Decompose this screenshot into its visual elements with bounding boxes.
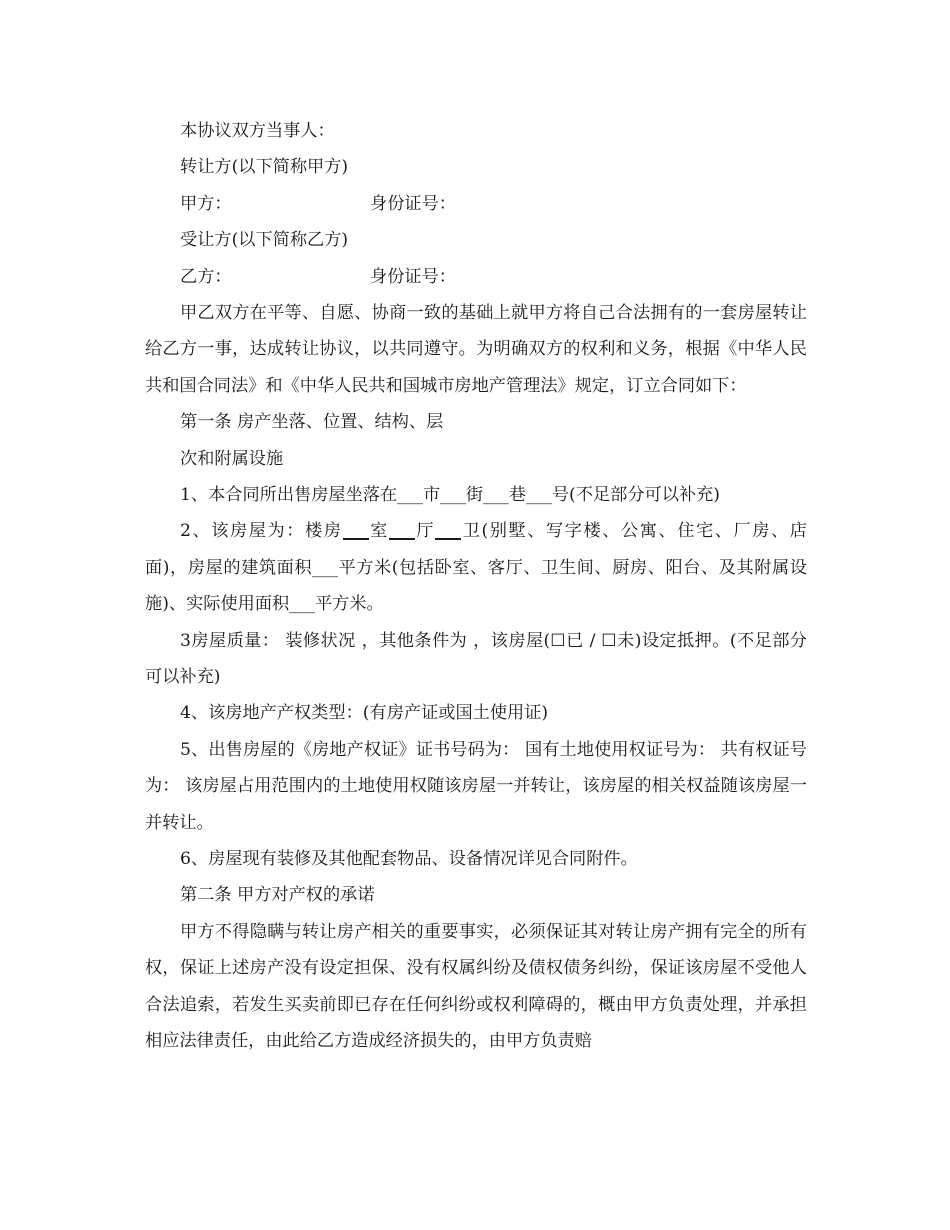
article1-title: 第一条 房产坐落、位置、结构、层	[180, 412, 444, 433]
transferor-heading: 转让方(以下简称甲方)	[180, 157, 349, 178]
item2-prefix: 2、该房屋为：楼房	[180, 521, 343, 542]
item2-bath-label: 卫(别墅、写字楼、公寓、住宅、厂房、店	[461, 521, 807, 542]
article1-item5: 5、出售房屋的《房地产权证》证书号码为： 国有土地使用权证号为： 共有权证号为： 该房屋占用范围内的土地使用权随该房屋一并转让，该房屋的相关权益随该房屋一并转让。	[145, 739, 807, 833]
article1-item6: 6、房屋现有装修及其他配套物品、设备情况详见合同附件。	[180, 848, 638, 869]
intro-line: 本协议双方当事人：	[180, 121, 335, 141]
item2-hall-label: 厅	[414, 521, 436, 542]
party-a-label: 甲方：	[180, 193, 232, 214]
transferee-heading: 受让方(以下简称乙方)	[180, 230, 349, 251]
article2-title: 第二条 甲方对产权的承诺	[180, 885, 375, 906]
article1-item2-first-line	[145, 513, 807, 549]
contract-body	[145, 113, 807, 1059]
party-b-line	[145, 259, 807, 295]
item2-room-label: 室	[368, 521, 389, 542]
article1-title-continued: 次和附属设施	[180, 448, 284, 469]
party-b-id-label: 身份证号：	[370, 266, 456, 287]
halls-blank	[389, 518, 415, 540]
article1-item4: 4、该房地产产权类型：(有房产证或国土使用证)	[180, 703, 549, 724]
article1-item1: 1、本合同所出售房屋坐落在___市___街___巷___号(不足部分可以补充)	[180, 484, 720, 505]
article2-body: 甲方不得隐瞒与转让房产相关的重要事实，必须保证其对转让房产拥有完全的所有权，保证上述房产没有设定担保、没有权属纠纷及债权债务纠纷，保证该房屋不受他人合法追索，若发生买卖前即已存在任何纠纷或权利障碍的，概由甲方负责处理，并承担相应法律责任，由此给乙方造成经济损失的，由甲方负责赔	[145, 921, 807, 1051]
article1-item3: 3房屋质量： 装修状况 ，其他条件为 ，该房屋(☐已 / ☐未)设定抵押。(不足部分可以补充)	[145, 630, 807, 687]
party-a-line	[145, 186, 807, 222]
party-b-label: 乙方：	[180, 266, 232, 287]
rooms-blank	[343, 518, 369, 540]
article1-item2-rest: 面)，房屋的建筑面积___平方米(包括卧室、客厅、卫生间、厨房、阳台、及其附属设施)、实际使用面积___平方米。	[145, 557, 807, 615]
party-a-id-label: 身份证号：	[370, 193, 456, 214]
preamble-paragraph: 甲乙双方在平等、自愿、协商一致的基础上就甲方将自己合法拥有的一套房屋转让给乙方一事，达成转让协议，以共同遵守。为明确双方的权利和义务，根据《中华人民共和国合同法》和《中华人民共和国城市房地产管理法》规定，订立合同如下：	[145, 302, 807, 396]
baths-blank	[435, 518, 461, 540]
